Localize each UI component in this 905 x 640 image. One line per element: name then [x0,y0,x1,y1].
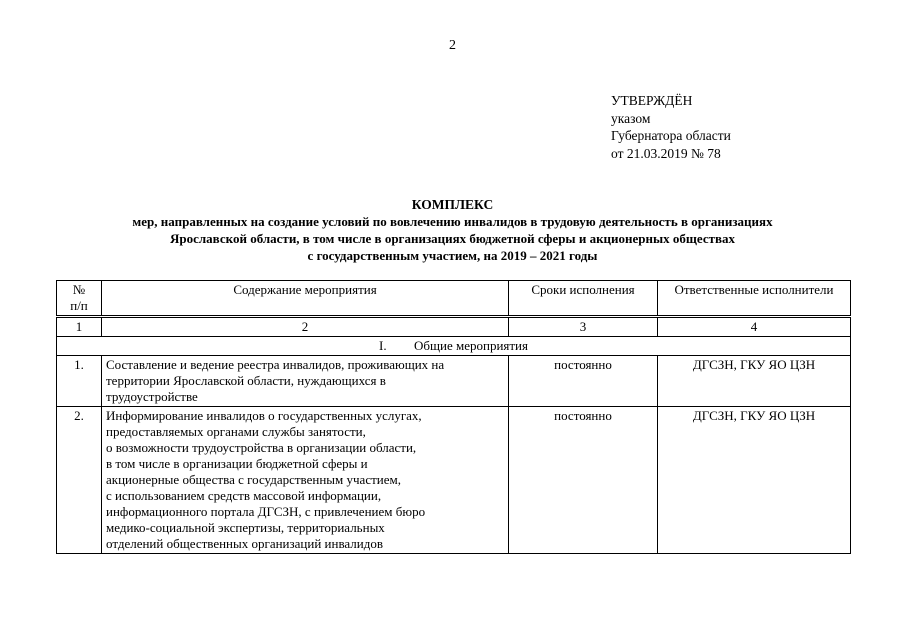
row-term: постоянно [509,356,658,407]
content-line: о возможности трудоустройства в организации области, [106,440,417,455]
row-executors: ДГСЗН, ГКУ ЯО ЦЗН [658,407,851,554]
content-line: в том числе в организации бюджетной сферы и [106,456,368,471]
header-term: Сроки исполнения [509,281,658,317]
title-line: Ярославской области, в том числе в организациях бюджетной сферы и акционерных обществах [170,231,735,246]
row-executors: ДГСЗН, ГКУ ЯО ЦЗН [658,356,851,407]
index-cell: 2 [102,317,509,337]
index-cell: 1 [57,317,102,337]
approval-line: указом [611,110,651,126]
header-num [57,281,102,317]
content-line: медико-социальной экспертизы, территориальных [106,520,385,535]
approval-line: Губернатора области [611,128,731,143]
section-heading [57,337,851,356]
header-executors: Ответственные исполнители [658,281,851,317]
document-title [40,196,865,264]
approval-line: от 21.03.2019 № 78 [611,145,721,161]
content-line: информационного портала ДГСЗН, с привлечением бюро [106,504,426,519]
row-term: постоянно [509,407,658,554]
content-line: с использованием средств массовой информации, [106,488,382,503]
approval-line: УТВЕРЖДЁН [611,93,693,108]
index-cell: 3 [509,317,658,337]
content-line: территории Ярославской области, нуждающихся в [106,373,386,388]
section-row [57,337,851,356]
index-row [57,317,851,337]
content-line: трудоустройстве [106,389,198,404]
page-number: 2 [449,38,456,53]
table-row [57,407,851,554]
table-row [57,356,851,407]
approval-stamp [611,92,731,162]
title-line: с государственным участием, на 2019 – 2021 годы [307,248,598,263]
row-number: 1. [57,356,102,407]
measures-table [56,280,851,554]
content-line: акционерные общества с государственным участием, [106,472,401,487]
header-num-line2: п/п [70,298,88,313]
row-content [102,407,509,554]
index-cell: 4 [658,317,851,337]
table-header-row [57,281,851,317]
section-title: Общие мероприятия [414,338,528,353]
row-content [102,356,509,407]
content-line: Составление и ведение реестра инвалидов, проживающих на [106,357,445,372]
title-heading: КОМПЛЕКС [411,197,494,212]
title-line: мер, направленных на создание условий по вовлечению инвалидов в трудовую деятельность в организациях [132,214,773,229]
content-line: предоставляемых органами службы занятости, [106,424,366,439]
header-content: Содержание мероприятия [102,281,509,317]
content-line: отделений общественных организаций инвалидов [106,536,384,551]
content-line: Информирование инвалидов о государственных услугах, [106,408,422,423]
row-number: 2. [57,407,102,554]
header-num-line1: № [72,282,86,297]
section-number: I. [379,338,387,353]
